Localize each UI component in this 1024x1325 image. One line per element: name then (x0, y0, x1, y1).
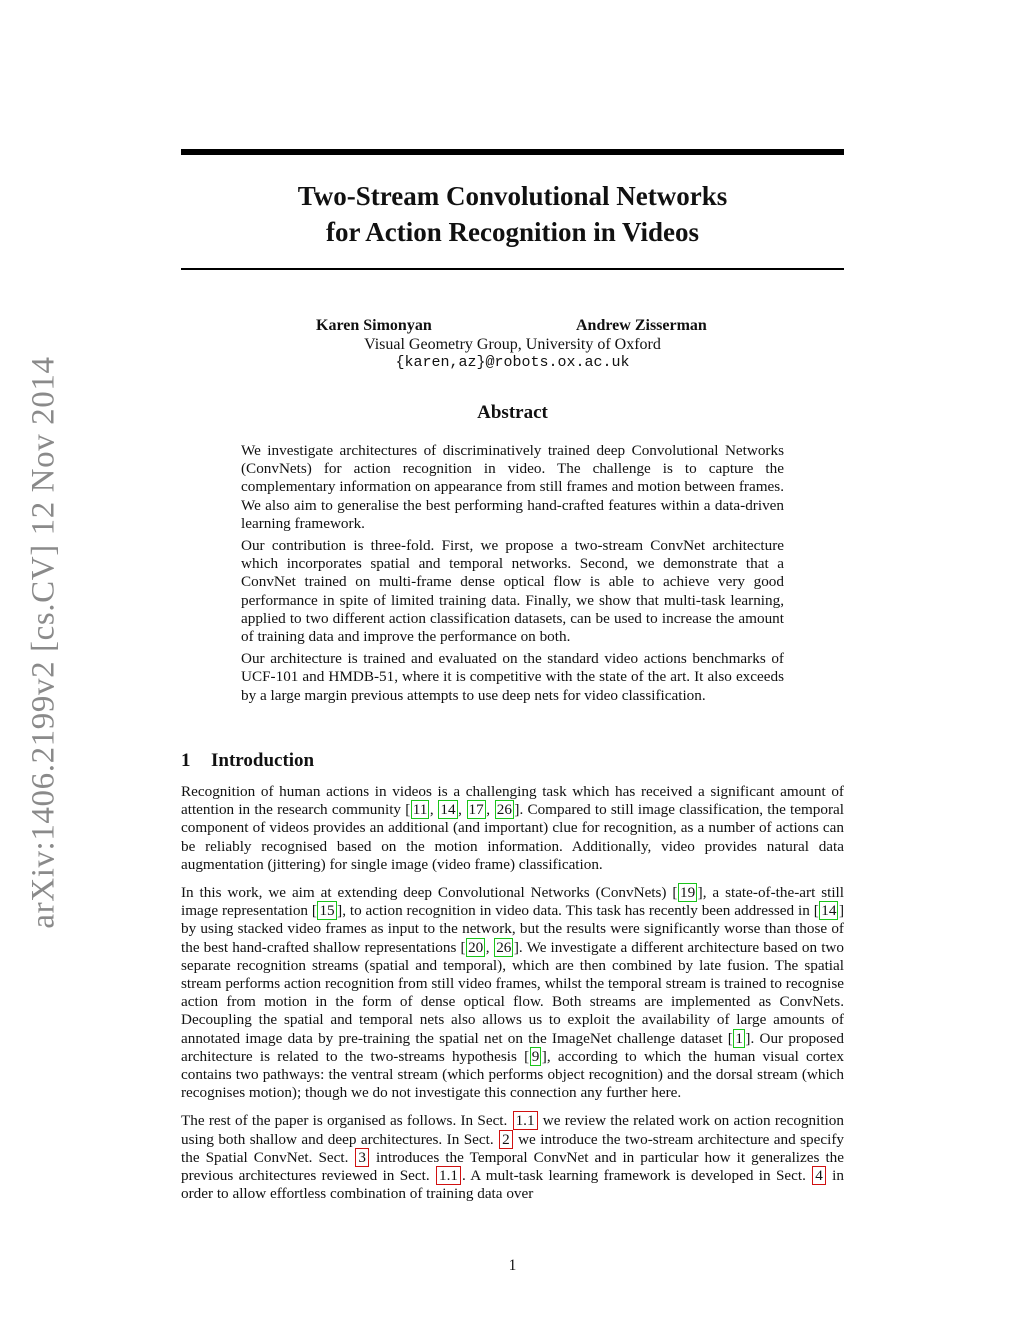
text-run: ] by using stacked video frames as input to the network, but the results were significantly worse than those of the best hand-crafted shallow representations [ (181, 902, 844, 956)
text-run: , (486, 801, 495, 819)
citation-link[interactable]: 14 (440, 801, 456, 819)
section-title: Introduction (211, 750, 315, 771)
text-run: ], a state-of-the-art still image representation [ (181, 884, 844, 920)
introduction-body (181, 783, 844, 1213)
title-line-1: Two-Stream Convolutional Networks (297, 181, 728, 211)
text-run: we introduce the two-stream architecture and specify the Spatial ConvNet. Sect. (181, 1130, 844, 1166)
text-run: ]. Compared to still image classification, the temporal component of videos provides an additional (and important) clue for recognition, as a number of actions can be reliably recognised based on the motion information. Additionally, video provides natural data augmentation (jittering) for single image (video frame) classification. (181, 801, 844, 873)
text-run: ]. Our proposed architecture is related to the two-streams hypothesis [ (181, 1029, 844, 1065)
section-heading-introduction (181, 750, 844, 772)
citation-link[interactable]: 26 (496, 801, 512, 819)
text-run: ], to action recognition in video data. This task has recently been addressed in [ (337, 902, 819, 920)
text-run: , (485, 938, 494, 956)
page-number: 1 (508, 1257, 517, 1274)
citation-link[interactable]: 11 (412, 801, 428, 819)
citation-link[interactable]: 19 (679, 884, 696, 902)
text-run: , (429, 801, 438, 819)
intro-paragraph-1 (181, 783, 844, 874)
text-run: introduces the Temporal ConvNet and in particular how it generalizes the previous architectures reviewed in Sect. (181, 1148, 845, 1185)
text-run: ], according to which the human visual cortex contains two pathways: the ventral stream (which performs object recognition) and the dorsal stream (which recognises motion); though we do not investigate this connection any further here. (181, 1047, 844, 1102)
abstract-paragraph-3: Our architecture is trained and evaluated on the standard video actions benchmarks of UCF-101 and HMDB-51, where it is competitive with the state of the art. It also exceeds by a large margin previous attempts to use deep nets for video classification. (241, 650, 784, 704)
author-block (181, 317, 844, 373)
abstract-body (241, 442, 784, 709)
text-run: The rest of the paper is organised as follows. In Sect. (181, 1112, 512, 1130)
title-top-rule (181, 149, 844, 155)
citation-link[interactable]: 9 (531, 1047, 540, 1065)
text-run: ]. We investigate a different architecture based on two separate recognition streams (spatial and temporal), which are then combined by late fusion. The spatial stream performs action recognition from still video frames, whilst the temporal stream is trained to recognise action from motion in the form of dense optical flow. Both streams are implemented as ConvNets. Decoupling the spatial and temporal nets also allows us to exploit the availability of large amounts of annotated image data by pre-training the spatial net on the ImageNet challenge dataset [ (181, 938, 844, 1047)
abstract-heading: Abstract (477, 402, 548, 423)
paper-title (181, 178, 844, 250)
section-reference-link[interactable]: 2 (499, 1130, 513, 1149)
intro-paragraph-3 (181, 1112, 844, 1203)
citation-link[interactable]: 17 (468, 801, 484, 819)
affiliation: Visual Geometry Group, University of Oxford (364, 335, 661, 353)
citation-link[interactable]: 20 (468, 938, 484, 956)
author-names (181, 317, 844, 336)
author-1: Karen Simonyan (316, 317, 432, 334)
arxiv-identifier-stamp (18, 355, 70, 930)
abstract-paragraph-1: We investigate architectures of discriminatively trained deep Convolutional Networks (ConvNets) for action recognition in video. The challenge is to capture the complementary information on appearance from still frames and motion between frames. We also aim to generalise the best performing hand-crafted features within a data-driven learning framework. (241, 442, 784, 532)
title-bottom-rule (181, 268, 844, 270)
text-run: in order to allow effortless combination of training data over (181, 1167, 844, 1203)
section-reference-link[interactable]: 1.1 (436, 1166, 461, 1185)
arxiv-identifier-text: arXiv:1406.2199v2 [cs.CV] 12 Nov 2014 (25, 356, 62, 929)
intro-paragraph-2 (181, 884, 844, 1102)
section-number: 1 (181, 750, 191, 771)
citation-link[interactable]: 14 (821, 902, 837, 920)
section-reference-link[interactable]: 1.1 (513, 1111, 538, 1130)
text-run: . A mult-task learning framework is developed in Sect. (462, 1167, 812, 1185)
abstract-paragraph-2: Our contribution is three-fold. First, we propose a two-stream ConvNet architecture which incorporates spatial and temporal networks. Second, we demonstrate that a ConvNet trained on multi-frame dense optical flow is able to achieve very good performance in spite of limited training data. Finally, we show that multi-task learning, applied to two different action classification datasets, can be used to increase the amount of training data and improve the performance on both. (241, 537, 784, 646)
text-run: we review the related work on action recognition using both shallow and deep architectures. In Sect. (181, 1112, 844, 1148)
citation-link[interactable]: 1 (735, 1029, 743, 1047)
section-reference-link[interactable]: 3 (355, 1148, 369, 1167)
author-2: Andrew Zisserman (576, 317, 707, 334)
citation-link[interactable]: 26 (496, 938, 512, 956)
citation-link[interactable]: 15 (319, 902, 335, 920)
section-reference-link[interactable]: 4 (812, 1166, 826, 1185)
author-email: {karen,az}@robots.ox.ac.uk (395, 354, 630, 371)
text-run: Recognition of human actions in videos is a challenging task which has received a significant amount of attention in the research community [ (181, 783, 844, 819)
text-run: , (458, 801, 467, 819)
title-line-2: for Action Recognition in Videos (325, 217, 700, 247)
text-run: In this work, we aim at extending deep Convolutional Networks (ConvNets) [ (181, 884, 678, 902)
